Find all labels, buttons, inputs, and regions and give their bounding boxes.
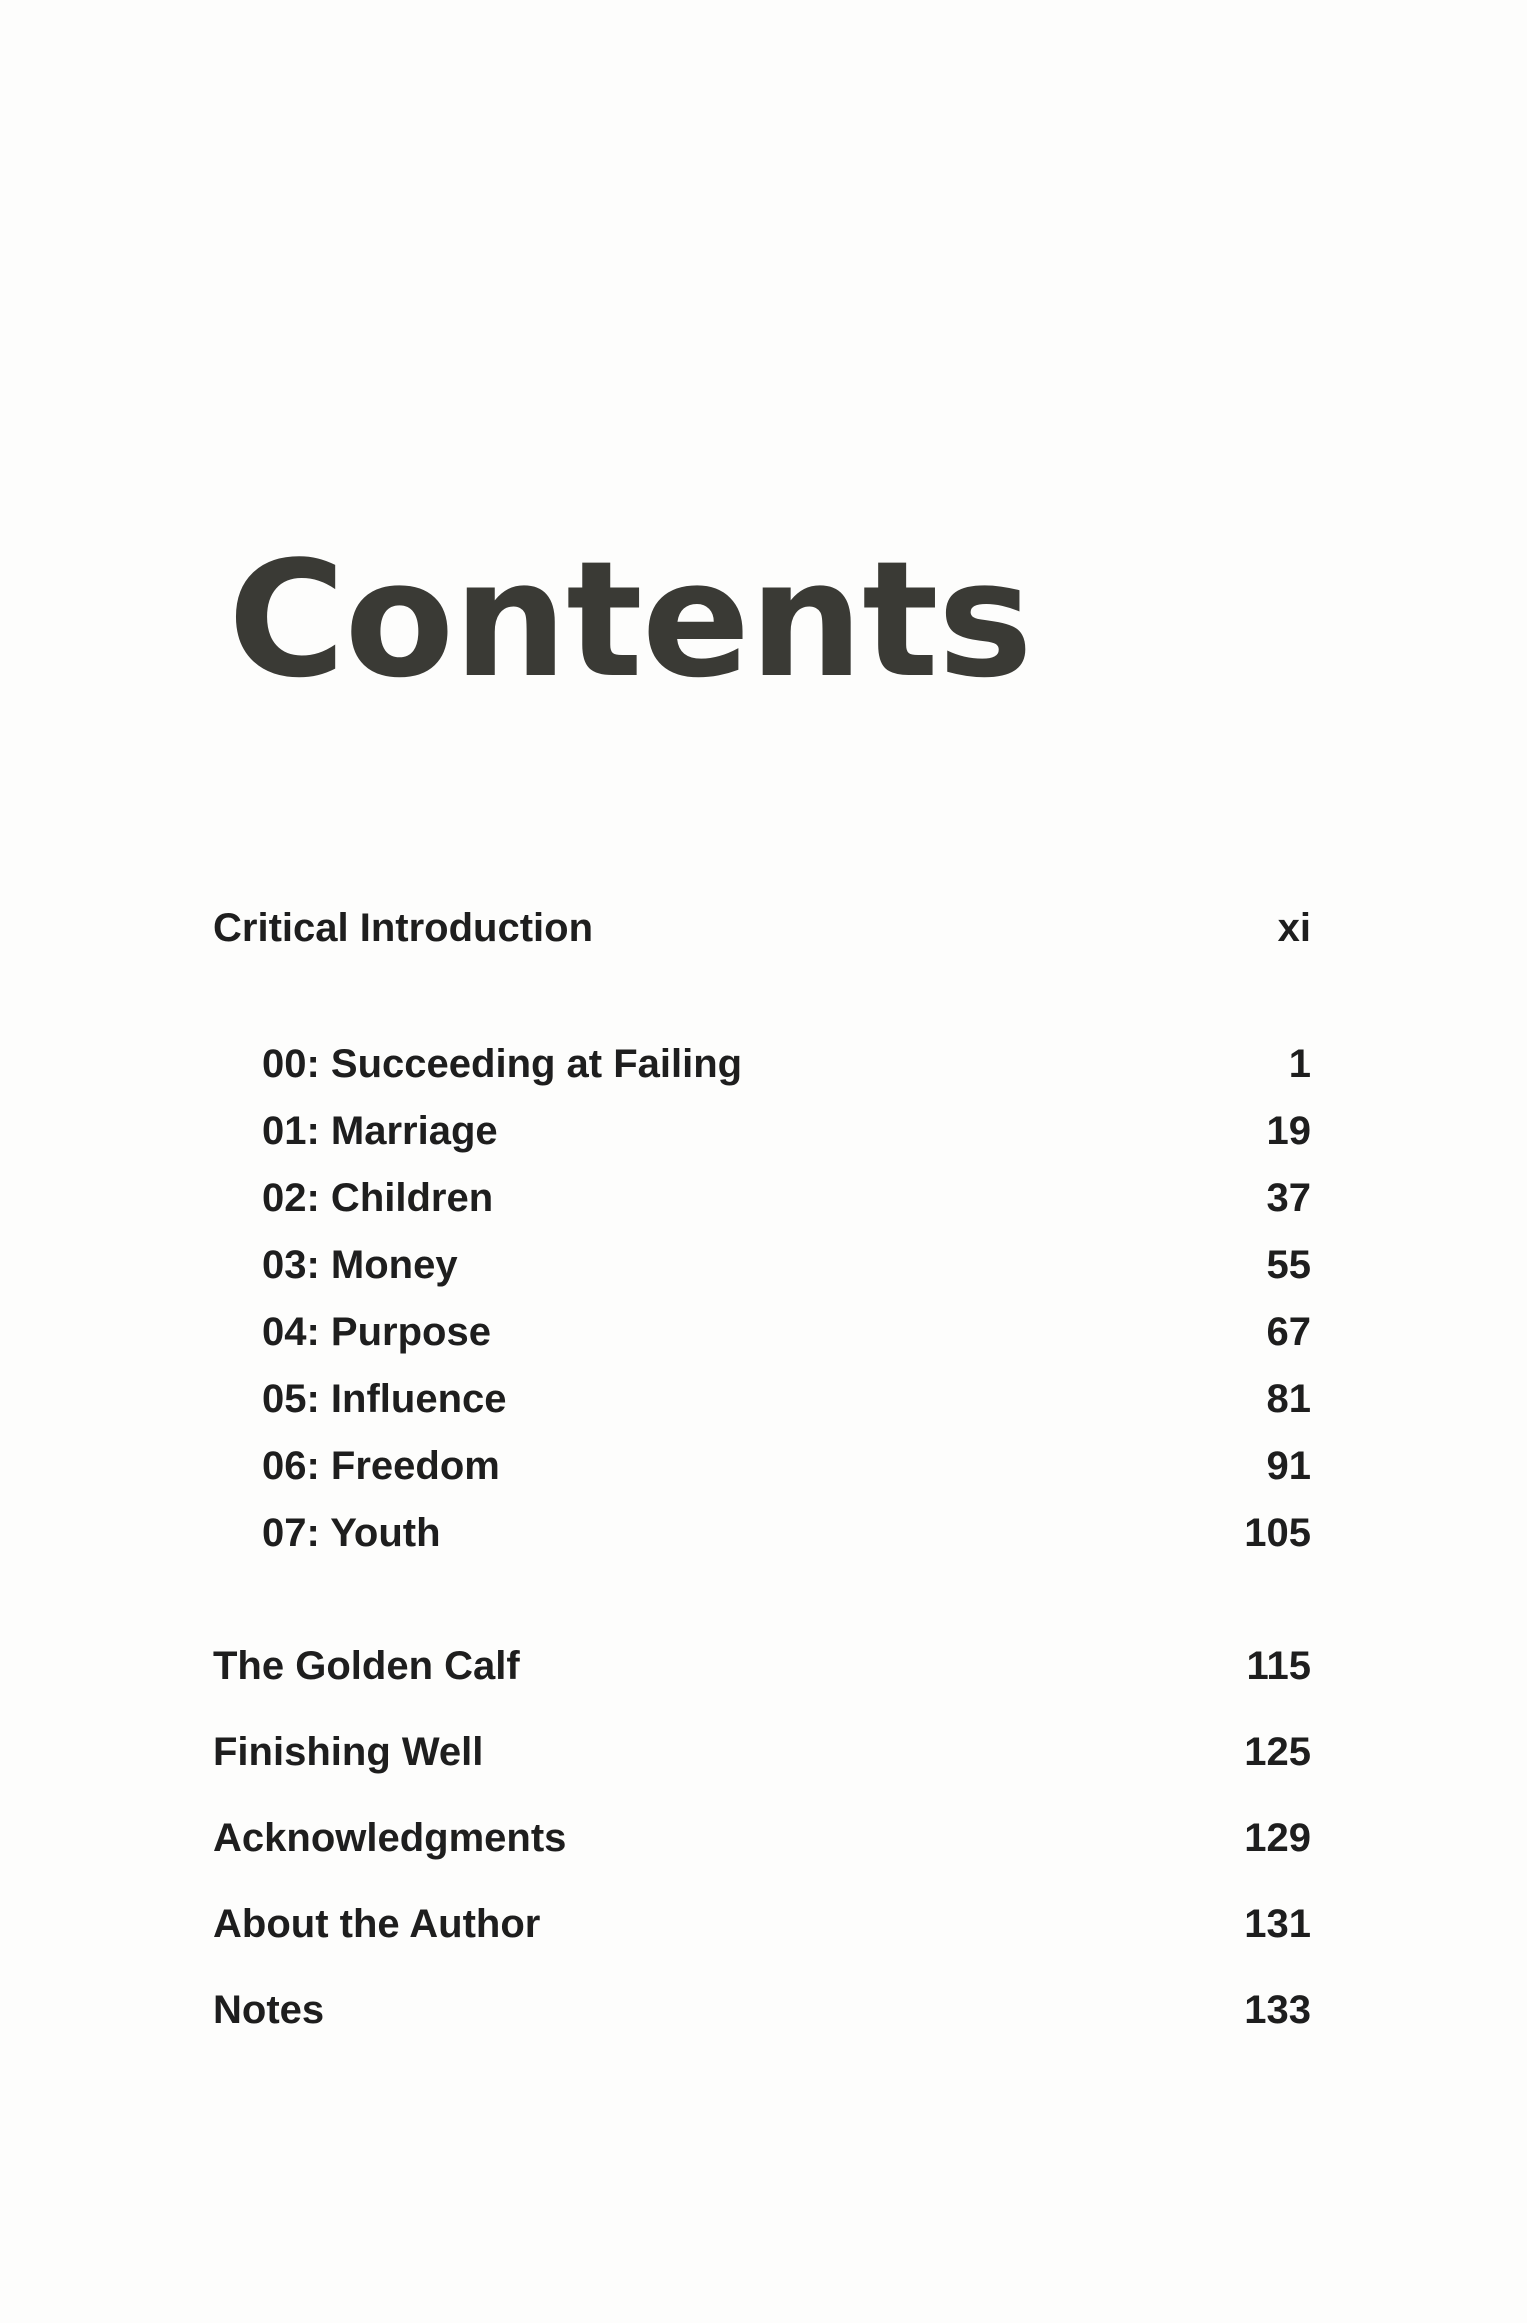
toc-entry-label: 05: Influence bbox=[262, 1377, 507, 1421]
toc-entry-page: 125 bbox=[1244, 1730, 1311, 1774]
toc-entry-page: 91 bbox=[1266, 1444, 1311, 1488]
toc-entry-page: 67 bbox=[1266, 1310, 1311, 1354]
toc-chapter-entry[interactable] bbox=[0, 1436, 1527, 1496]
toc-entry-page: xi bbox=[1277, 906, 1311, 950]
toc-entry-label: 06: Freedom bbox=[262, 1444, 500, 1488]
toc-back-matter-entry[interactable] bbox=[0, 1980, 1527, 2040]
toc-chapter-entry[interactable] bbox=[0, 1369, 1527, 1429]
toc-entry-label: 00: Succeeding at Failing bbox=[262, 1042, 743, 1086]
toc-entry-label: About the Author bbox=[213, 1902, 541, 1946]
toc-entry-page: 115 bbox=[1246, 1644, 1311, 1688]
toc-entry-page: 1 bbox=[1288, 1042, 1311, 1086]
toc-entry-page: 55 bbox=[1266, 1243, 1311, 1287]
toc-entry-page: 81 bbox=[1266, 1377, 1311, 1421]
toc-entry-page: 131 bbox=[1244, 1902, 1311, 1946]
toc-back-matter-entry[interactable] bbox=[0, 1894, 1527, 1954]
toc-entry-label: 03: Money bbox=[262, 1243, 458, 1287]
toc-chapter-entry[interactable] bbox=[0, 1034, 1527, 1094]
toc-entry-label: Notes bbox=[213, 1988, 325, 2032]
toc-entry-label: 04: Purpose bbox=[262, 1310, 491, 1354]
toc-entry-page: 105 bbox=[1244, 1511, 1311, 1555]
toc-entry-page: 19 bbox=[1266, 1109, 1311, 1153]
toc-entry-intro[interactable] bbox=[0, 898, 1527, 958]
toc-back-matter-entry[interactable] bbox=[0, 1808, 1527, 1868]
toc-entry-page: 129 bbox=[1244, 1816, 1311, 1860]
toc-chapter-entry[interactable] bbox=[0, 1235, 1527, 1295]
toc-back-matter-entry[interactable] bbox=[0, 1636, 1527, 1696]
toc-entry-label: The Golden Calf bbox=[213, 1644, 520, 1688]
toc-entry-label: Acknowledgments bbox=[213, 1816, 567, 1860]
toc-entry-label: 07: Youth bbox=[262, 1511, 441, 1555]
toc-entry-label: 02: Children bbox=[262, 1176, 494, 1220]
toc-back-matter-entry[interactable] bbox=[0, 1722, 1527, 1782]
toc-entry-label: Critical Introduction bbox=[213, 906, 593, 950]
toc-chapter-entry[interactable] bbox=[0, 1503, 1527, 1563]
toc-chapter-entry[interactable] bbox=[0, 1168, 1527, 1228]
toc-entry-page: 37 bbox=[1266, 1176, 1311, 1220]
toc-chapter-entry[interactable] bbox=[0, 1101, 1527, 1161]
toc-entry-label: 01: Marriage bbox=[262, 1109, 498, 1153]
page-title: Contents bbox=[228, 526, 1032, 713]
toc-entry-label: Finishing Well bbox=[213, 1730, 484, 1774]
toc-entry-page: 133 bbox=[1244, 1988, 1311, 2032]
toc-chapter-entry[interactable] bbox=[0, 1302, 1527, 1362]
